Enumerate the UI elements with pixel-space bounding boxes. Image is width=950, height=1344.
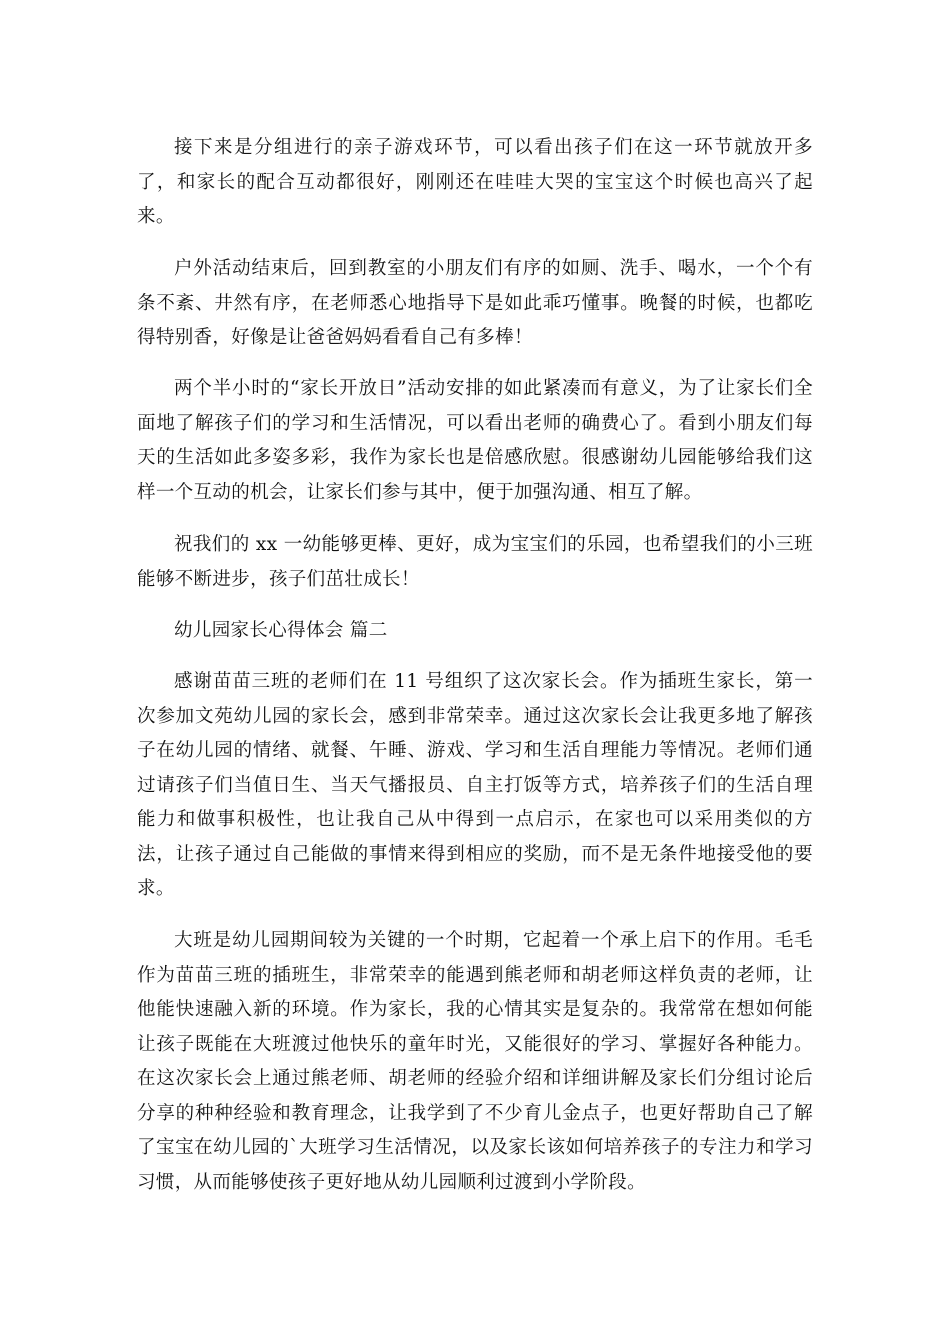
section-heading: 幼儿园家长心得体会 篇二 (174, 620, 388, 641)
paragraph-best-wishes: 祝我们的 xx 一幼能够更棒、更好，成为宝宝们的乐园，也希望我们的小三班能够不断进步，孩子们茁壮成长！ (137, 534, 813, 590)
paragraph-after-outdoor-activity: 户外活动结束后，回到教室的小朋友们有序的如厕、洗手、喝水，一个个有条不紊、井然有序，在老师悉心地指导下是如此乖巧懂事。晚餐的时候，也都吃得特别香，好像是让爸爸妈妈看看自己有多棒！ (137, 258, 813, 348)
paragraph-open-day-summary: 两个半小时的“家长开放日”活动安排的如此紧凑而有意义，为了让家长们全面地了解孩子们的学习和生活情况，可以看出老师的确费心了。看到小朋友们每天的生活如此多姿多彩，我作为家长也是倍感欣慰。很感谢幼儿园能够给我们这样一个互动的机会，让家长们参与其中，便于加强沟通、相互了解。 (137, 378, 813, 503)
paragraph-senior-class-period: 大班是幼儿园期间较为关键的一个时期，它起着一个承上启下的作用。毛毛作为苗苗三班的插班生，非常荣幸的能遇到熊老师和胡老师这样负责的老师，让他能快速融入新的环境。作为家长，我的心情其实是复杂的。我常常在想如何能让孩子既能在大班渡过他快乐的童年时光，又能很好的学习、掌握好各种能力。在这次家长会上通过熊老师、胡老师的经验介绍和详细讲解及家长们分组讨论后分享的种种经验和教育理念，让我学到了不少育儿金点子，也更好帮助自己了解了宝宝在幼儿园的`大班学习生活情况，以及家长该如何培养孩子的专注力和学习习惯，从而能够使孩子更好地从幼儿园顺利过渡到小学阶段。 (137, 930, 813, 1193)
paragraph-parent-meeting-thanks: 感谢苗苗三班的老师们在 11 号组织了这次家长会。作为插班生家长，第一次参加文苑幼儿园的家长会，感到非常荣幸。通过这次家长会让我更多地了解孩子在幼儿园的情绪、就餐、午睡、游戏、学习和生活自理能力等情况。老师们通过请孩子们当值日生、当天气播报员、自主打饭等方式，培养孩子们的生活自理能力和做事积极性，也让我自己从中得到一点启示，在家也可以采用类似的方法，让孩子通过自己能做的事情来得到相应的奖励，而不是无条件地接受他的要求。 (137, 671, 813, 899)
paragraph-parent-child-games: 接下来是分组进行的亲子游戏环节，可以看出孩子们在这一环节就放开多了，和家长的配合互动都很好，刚刚还在哇哇大哭的宝宝这个时候也高兴了起来。 (137, 137, 813, 227)
